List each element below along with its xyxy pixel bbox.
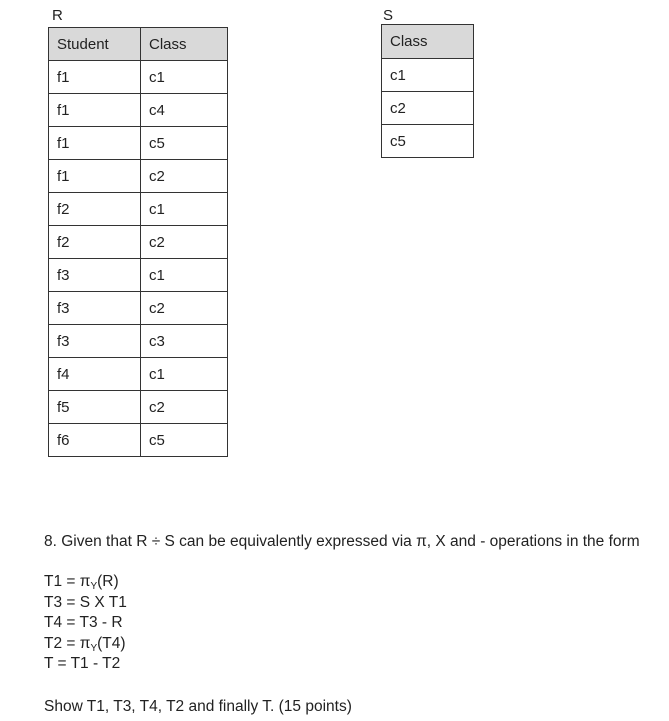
formula-lhs: T = T1 - T2	[44, 655, 121, 672]
table-row	[49, 424, 228, 457]
table-cell: c5	[382, 125, 474, 158]
formula-lhs: T3 = S X T1	[44, 593, 127, 611]
relation-s-table	[381, 24, 474, 158]
table-cell: c1	[141, 259, 228, 292]
formula-subscript: Y	[90, 581, 98, 592]
formula-line	[44, 613, 127, 634]
table-cell: c1	[141, 61, 228, 94]
instruction-text: Show T1, T3, T4, T2 and finally T. (15 points)	[44, 698, 352, 715]
table-row	[49, 391, 228, 424]
table-row	[49, 358, 228, 391]
table-cell: c1	[141, 358, 228, 391]
table-header-row	[382, 25, 474, 59]
formula-subscript: Y	[90, 642, 98, 654]
table-row	[49, 226, 228, 259]
table-cell: f1	[49, 94, 141, 127]
formula-rhs: (R)	[97, 573, 119, 590]
formula-line	[44, 654, 127, 675]
table-row	[382, 59, 474, 92]
formula-line	[44, 634, 127, 655]
table-cell: c5	[141, 127, 228, 160]
formula-line	[44, 593, 127, 614]
table-cell: f4	[49, 358, 141, 391]
formula-line	[44, 572, 127, 593]
table-row	[49, 94, 228, 127]
formula-lhs: T2 = π	[44, 634, 91, 652]
table-cell: f5	[49, 391, 141, 424]
table-cell: c2	[141, 292, 228, 325]
table-row	[382, 125, 474, 158]
table-cell: f2	[49, 193, 141, 226]
table-cell: f3	[49, 325, 141, 358]
table-cell: c2	[141, 160, 228, 193]
relation-r-label: R	[52, 7, 63, 24]
table-cell: c2	[141, 391, 228, 424]
table-cell: c4	[141, 94, 228, 127]
table-cell: c2	[141, 226, 228, 259]
table-row	[49, 61, 228, 94]
table-cell: f1	[49, 160, 141, 193]
formula-lhs: T1 = π	[44, 573, 91, 590]
table-row	[49, 259, 228, 292]
table-cell: c5	[141, 424, 228, 457]
table-cell: c2	[382, 92, 474, 125]
relation-s-label: S	[383, 7, 394, 24]
table-row	[382, 92, 474, 125]
table-cell: f1	[49, 61, 141, 94]
table-cell: f6	[49, 424, 141, 457]
table-row	[49, 160, 228, 193]
formula-list	[44, 572, 127, 675]
table-row	[49, 193, 228, 226]
table-row	[49, 292, 228, 325]
formula-lhs: T4 = T3 - R	[44, 614, 123, 631]
formula-rhs: (T4)	[97, 634, 126, 652]
table-header-row	[49, 28, 228, 61]
table-cell: f2	[49, 226, 141, 259]
relation-r-table	[48, 27, 228, 457]
table-cell: c1	[382, 59, 474, 92]
table-row	[49, 325, 228, 358]
column-header-class: Class	[141, 28, 228, 61]
question-text: 8. Given that R ÷ S can be equivalently expressed via π, X and - operations in the form	[44, 533, 640, 550]
column-header-class: Class	[382, 25, 474, 59]
table-cell: c3	[141, 325, 228, 358]
table-row	[49, 127, 228, 160]
table-cell: f3	[49, 259, 141, 292]
table-cell: c1	[141, 193, 228, 226]
column-header-student: Student	[49, 28, 141, 61]
table-cell: f1	[49, 127, 141, 160]
table-cell: f3	[49, 292, 141, 325]
